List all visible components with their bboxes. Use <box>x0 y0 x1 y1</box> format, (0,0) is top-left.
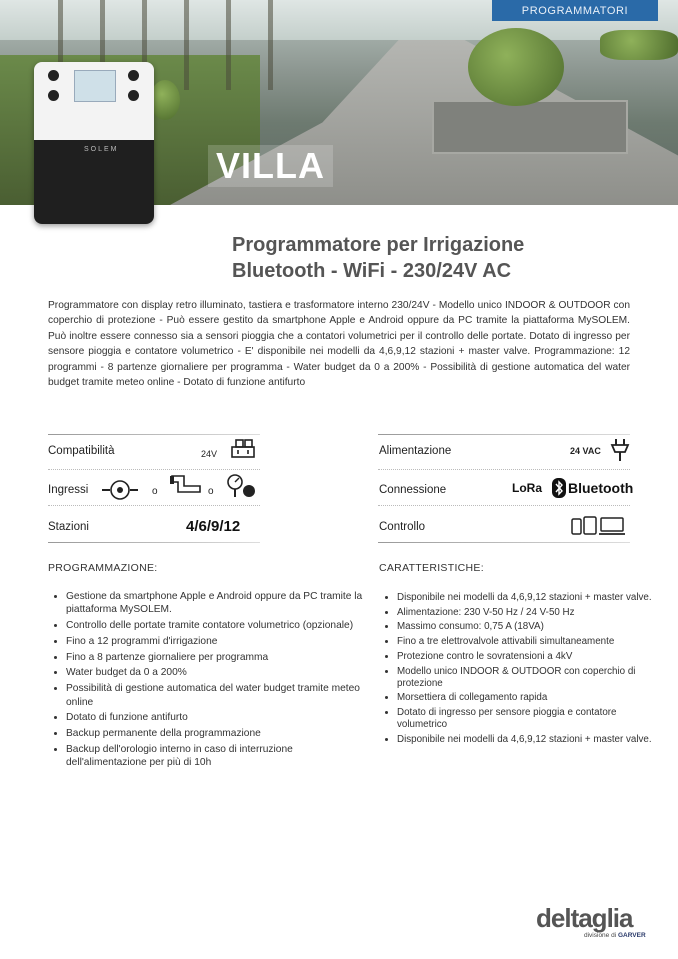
title-line-1: Programmatore per Irrigazione <box>232 234 525 256</box>
list-item: • Dotato di funzione antifurto <box>66 711 366 724</box>
caratteristiche-heading: CARATTERISTICHE: <box>379 562 484 574</box>
divider <box>48 469 260 470</box>
divider <box>378 542 630 543</box>
list-item: • Gestione da smartphone Apple e Android oppure da PC tramite la piattaforma MySOLEM. <box>66 590 366 617</box>
intro-paragraph: Programmatore con display retro illuminato, tastiera e trasformatore interno 230/24V - Modello unico INDOOR & OUTDOOR con coperchio di protezione - Può essere gestito da smartphone Apple e Android oppure da PC tramite la piattaforma MySOLEM. Può inoltre essere connesso sia a sensori pioggia che a contatori volumetrici per il controllo delle portate. Dotato di ingresso per sensore pioggia e contatore volumetrico - E' disponibile nei modelli da 4,6,9,12 stazioni + master valve. Programmazione: 12 programmi - 8 partenze giornaliere per programma - Water budget da 0 a 200% - Possibilità di gestione automatica del water budget tramite meteo online - Dotato di funzione antifurto <box>48 300 630 389</box>
devices-icon <box>571 516 627 536</box>
stazioni-label: Stazioni <box>48 521 89 533</box>
caratteristiche-list <box>379 592 655 749</box>
ingressi-label: Ingressi <box>48 484 89 496</box>
lora-text: LoRa <box>512 481 542 495</box>
list-item: • Massimo consumo: 0,75 A (18VA) <box>397 621 655 633</box>
device-display <box>74 70 116 102</box>
pressure-gauge-icon <box>225 473 257 501</box>
planter <box>432 100 628 154</box>
water-meter-icon <box>102 479 138 501</box>
sublogo-brand: GARVER <box>617 932 646 939</box>
alim-label: Alimentazione <box>379 445 452 457</box>
bluetooth-wordmark: Bluetooth <box>568 480 634 496</box>
conn-label: Connessione <box>379 484 447 496</box>
brand-logo: deltaglia <box>536 903 633 933</box>
controllo-label: Controllo <box>379 521 426 533</box>
divider <box>48 434 260 435</box>
rain-sensor-icon <box>168 474 204 500</box>
device-logo: SOLEM <box>84 146 119 153</box>
divider <box>378 469 630 470</box>
device-button <box>128 70 139 81</box>
lora-logo <box>512 481 542 495</box>
list-item: • Water budget da 0 a 200% <box>66 666 366 679</box>
programmazione-heading: PROGRAMMAZIONE: <box>48 562 158 574</box>
product-name: VILLA <box>208 145 333 187</box>
sublogo-prefix: divisione di <box>584 932 617 939</box>
list-item: • Controllo delle portate tramite contatore volumetrico (opzionale) <box>66 619 366 632</box>
bush <box>600 30 678 60</box>
list-item: • Morsettiera di collegamento rapida <box>397 692 655 704</box>
page-title <box>232 232 524 284</box>
alim-value: 24 VAC <box>570 446 601 456</box>
divider <box>48 505 260 506</box>
list-item: • Fino a tre elettrovalvole attivabili simultaneamente <box>397 636 655 648</box>
brand-sublogo <box>584 932 646 939</box>
divider <box>48 542 260 543</box>
device-button <box>48 90 59 101</box>
stazioni-value: 4/6/9/12 <box>186 518 241 535</box>
list-item: • Alimentazione: 230 V-50 Hz / 24 V-50 Hz <box>397 607 655 619</box>
list-item: • Modello unico INDOOR & OUTDOOR con coperchio di protezione <box>397 666 655 690</box>
compat-value: 24V <box>201 449 218 459</box>
bluetooth-icon <box>552 478 566 498</box>
list-item: • Backup dell'orologio interno in caso di interruzione dell'alimentazione per più di 10h <box>66 743 366 770</box>
title-line-2: Bluetooth - WiFi - 230/24V AC <box>232 260 512 282</box>
bush <box>468 28 564 106</box>
list-item: • Dotato di ingresso per sensore pioggia e contatore volumetrico <box>397 707 655 731</box>
device-button <box>128 90 139 101</box>
list-item: • Backup permanente della programmazione <box>66 727 366 740</box>
separator-dot-icon: o <box>208 486 214 497</box>
list-item: • Protezione contro le sovratensioni a 4kV <box>397 651 655 663</box>
category-tag: PROGRAMMATORI <box>492 0 658 21</box>
connector-icon <box>230 437 258 461</box>
list-item: • Disponibile nei modelli da 4,6,9,12 stazioni + master valve. <box>397 734 655 746</box>
list-item: • Fino a 12 programmi d'irrigazione <box>66 635 366 648</box>
compat-label: Compatibilità <box>48 445 115 457</box>
product-image <box>34 62 154 224</box>
list-item: • Fino a 8 partenze giornaliere per programma <box>66 651 366 664</box>
programmazione-list <box>48 590 366 772</box>
separator-dot-icon: o <box>152 486 158 497</box>
list-item: • Possibilità di gestione automatica del water budget tramite meteo online <box>66 682 366 709</box>
plug-icon <box>610 439 630 461</box>
divider <box>378 434 630 435</box>
divider <box>378 505 630 506</box>
device-button <box>48 70 59 81</box>
list-item: • Disponibile nei modelli da 4,6,9,12 stazioni + master valve. <box>397 592 655 604</box>
bush <box>150 80 180 120</box>
